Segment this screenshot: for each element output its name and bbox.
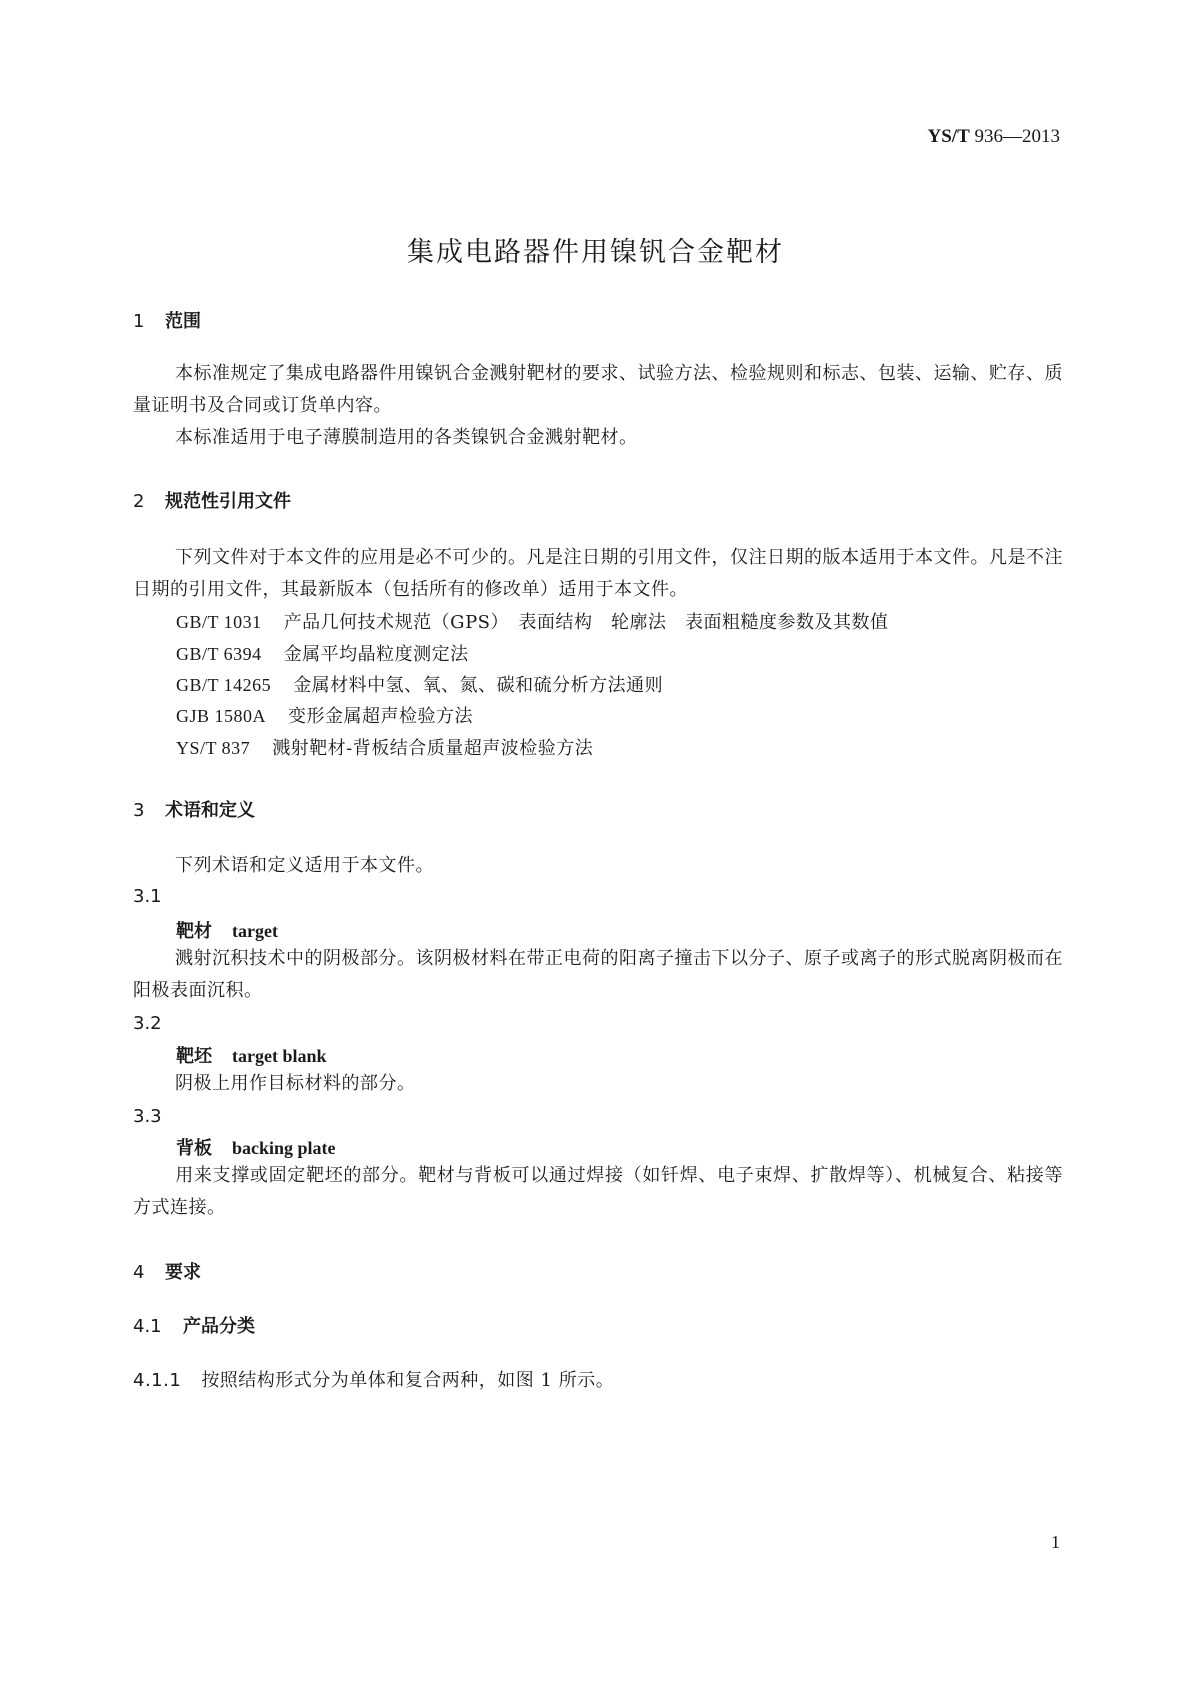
term-heading <box>176 1134 336 1160</box>
standard-code <box>860 126 1060 148</box>
reference-item <box>176 734 593 760</box>
term-number: 3.1 <box>133 886 162 907</box>
section-3-heading <box>133 796 255 822</box>
term-en: target <box>232 921 278 941</box>
section-number: 4 <box>133 1262 145 1283</box>
section-number: 3 <box>133 800 145 821</box>
normative-references-intro: 下列文件对于本文件的应用是必不可少的。凡是注日期的引用文件，仅注日期的版本适用于本文件。凡是不注日期的引用文件，其最新版本（包括所有的修改单）适用于本文件。 <box>133 547 1063 600</box>
standard-code-prefix: YS/T <box>927 126 970 147</box>
section-title: 规范性引用文件 <box>165 491 291 512</box>
reference-title: 金属平均晶粒度测定法 <box>283 644 469 665</box>
term-number: 3.3 <box>133 1106 162 1127</box>
reference-title: 金属材料中氢、氧、氮、碳和硫分析方法通则 <box>293 675 664 696</box>
subsection-4-1-heading <box>133 1312 255 1338</box>
clause-text: 按照结构形式分为单体和复合两种，如图 1 所示。 <box>201 1370 615 1391</box>
term-number: 3.2 <box>133 1013 162 1034</box>
reference-title: 溅射靶材-背板结合质量超声波检验方法 <box>272 738 594 759</box>
term-zh: 靶坯 <box>176 1046 212 1067</box>
reference-code: GB/T 6394 <box>176 644 262 664</box>
section-title: 要求 <box>165 1262 201 1283</box>
terms-intro: 下列术语和定义适用于本文件。 <box>175 855 434 876</box>
term-zh: 靶材 <box>176 921 212 942</box>
section-title: 范围 <box>165 311 201 332</box>
term-heading <box>176 917 278 943</box>
term-definition: 溅射沉积技术中的阴极部分。该阴极材料在带正电荷的阳离子撞击下以分子、原子或离子的形式脱离阴极而在阳极表面沉积。 <box>133 948 1063 1001</box>
section-number: 1 <box>133 311 145 332</box>
standard-code-number: 936—2013 <box>974 126 1060 147</box>
reference-code: GJB 1580A <box>176 706 267 726</box>
term-en: target blank <box>232 1046 327 1066</box>
reference-item <box>176 640 469 666</box>
reference-title: 产品几何技术规范（GPS） 表面结构 轮廓法 表面粗糙度参数及其数值 <box>283 612 889 633</box>
term-definition: 阴极上用作目标材料的部分。 <box>175 1073 416 1094</box>
scope-paragraph-1: 本标准规定了集成电路器件用镍钒合金溅射靶材的要求、试验方法、检验规则和标志、包装、运输、贮存、质量证明书及合同或订货单内容。 <box>133 363 1063 416</box>
term-definition: 用来支撑或固定靶坯的部分。靶材与背板可以通过焊接（如钎焊、电子束焊、扩散焊等）、机械复合、粘接等方式连接。 <box>133 1165 1063 1218</box>
term-zh: 背板 <box>176 1138 212 1159</box>
reference-code: YS/T 837 <box>176 738 251 758</box>
clause-4-1-1 <box>133 1366 614 1392</box>
clause-number: 4.1.1 <box>133 1370 182 1391</box>
document-title: 集成电路器件用镍钒合金靶材 <box>407 237 784 268</box>
subsection-number: 4.1 <box>133 1316 162 1337</box>
subsection-title: 产品分类 <box>183 1316 255 1337</box>
section-4-heading <box>133 1258 201 1284</box>
section-2-heading <box>133 487 291 513</box>
reference-item <box>176 702 473 728</box>
reference-title: 变形金属超声检验方法 <box>288 706 474 727</box>
reference-code: GB/T 14265 <box>176 675 272 695</box>
reference-code: GB/T 1031 <box>176 612 262 632</box>
section-number: 2 <box>133 491 145 512</box>
section-title: 术语和定义 <box>165 800 255 821</box>
page-number: 1 <box>1051 1532 1060 1552</box>
section-1-heading <box>133 307 201 333</box>
term-en: backing plate <box>232 1138 336 1158</box>
reference-item <box>176 671 663 697</box>
scope-paragraph-2: 本标准适用于电子薄膜制造用的各类镍钒合金溅射靶材。 <box>175 427 638 448</box>
reference-item <box>176 608 889 634</box>
term-heading <box>176 1042 327 1068</box>
